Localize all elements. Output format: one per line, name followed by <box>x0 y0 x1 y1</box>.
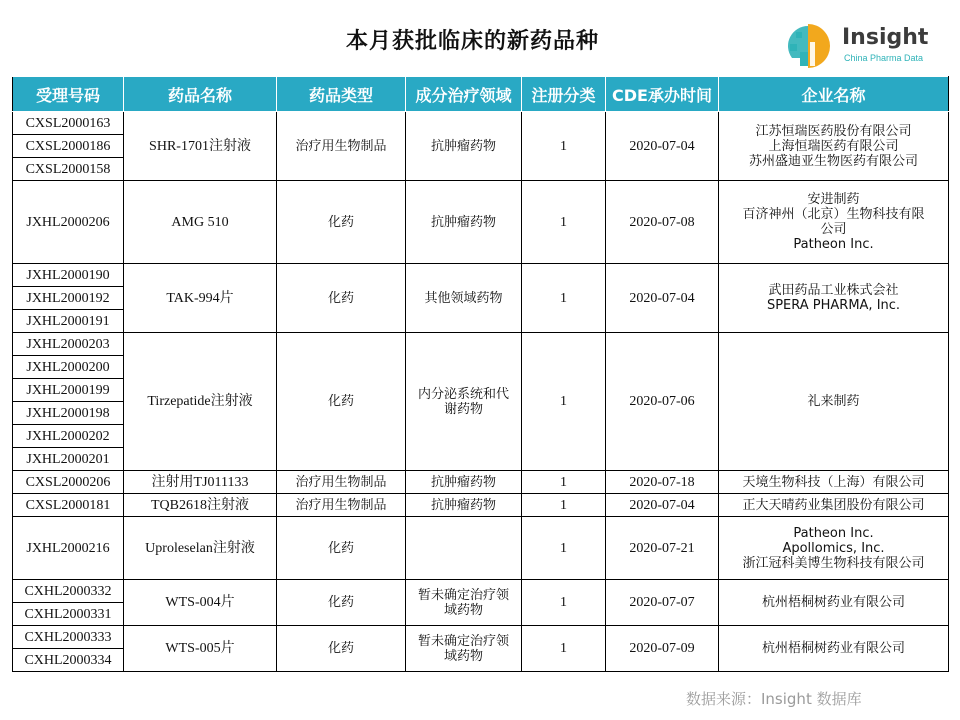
therapeutic-area-cell-line: 抗肿瘤药物 <box>430 474 496 490</box>
therapeutic-area-cell-line: 抗肿瘤药物 <box>430 497 496 513</box>
therapeutic-area-cell-line: 其他领域药物 <box>424 290 503 306</box>
company-cell <box>719 517 949 580</box>
table-row <box>13 580 949 603</box>
therapeutic-area-cell <box>406 580 522 626</box>
company-cell <box>719 264 949 333</box>
company-cell-line: Apollomics, Inc. <box>782 540 885 556</box>
logo-name: Insight <box>842 25 929 50</box>
company-cell <box>719 471 949 494</box>
table-row <box>13 494 949 517</box>
company-cell-line: 上海恒瑞医药有限公司 <box>768 138 899 154</box>
accept-number-cell: CXHL2000332 <box>13 580 124 603</box>
accept-number-cell: CXSL2000181 <box>13 494 124 517</box>
registration-class-cell: 1 <box>522 494 606 517</box>
therapeutic-area-cell-line: 暂未确定治疗领 <box>417 633 509 649</box>
drug-type-cell: 化药 <box>277 626 406 672</box>
accept-number-cell: CXHL2000331 <box>13 603 124 626</box>
therapeutic-area-cell <box>406 517 522 580</box>
cde-date-cell: 2020-07-18 <box>606 471 719 494</box>
therapeutic-area-cell-line: 内分泌系统和代 <box>417 386 509 402</box>
accept-number-cell: JXHL2000191 <box>13 310 124 333</box>
therapeutic-area-cell-line: 域药物 <box>443 602 483 618</box>
company-cell-line: 公司 <box>820 222 847 237</box>
therapeutic-area-cell <box>406 112 522 181</box>
cde-date-cell: 2020-07-07 <box>606 580 719 626</box>
drug-type-cell: 化药 <box>277 517 406 580</box>
accept-number-cell: JXHL2000198 <box>13 402 124 425</box>
company-cell-line: 礼来制药 <box>807 394 860 409</box>
table-row <box>13 626 949 649</box>
table-row <box>13 181 949 264</box>
registration-class-cell: 1 <box>522 333 606 471</box>
cde-date-cell: 2020-07-04 <box>606 112 719 181</box>
registration-class-cell: 1 <box>522 264 606 333</box>
drug-name-cell: 注射用TJ011133 <box>124 471 277 494</box>
company-cell-line: Patheon Inc. <box>793 525 874 541</box>
therapeutic-area-cell-line: 抗肿瘤药物 <box>430 214 496 230</box>
table-row <box>13 517 949 580</box>
therapeutic-area-cell-line: 域药物 <box>443 648 483 664</box>
accept-number-cell: JXHL2000200 <box>13 356 124 379</box>
column-header: 药品类型 <box>277 77 406 112</box>
drug-name-cell: Uproleselan注射液 <box>124 517 277 580</box>
cde-date-cell: 2020-07-09 <box>606 626 719 672</box>
cde-date-cell: 2020-07-08 <box>606 181 719 264</box>
accept-number-cell: JXHL2000206 <box>13 181 124 264</box>
accept-number-cell: JXHL2000202 <box>13 425 124 448</box>
company-cell <box>719 494 949 517</box>
drug-name-cell: Tirzepatide注射液 <box>124 333 277 471</box>
accept-number-cell: JXHL2000216 <box>13 517 124 580</box>
accept-number-cell: CXSL2000186 <box>13 135 124 158</box>
drug-type-cell: 治疗用生物制品 <box>277 471 406 494</box>
drug-name-cell: TQB2618注射液 <box>124 494 277 517</box>
accept-number-cell: JXHL2000199 <box>13 379 124 402</box>
company-cell-line: 杭州梧桐树药业有限公司 <box>761 641 905 656</box>
drug-type-cell: 治疗用生物制品 <box>277 112 406 181</box>
therapeutic-area-cell-line: 暂未确定治疗领 <box>417 587 509 603</box>
column-header: 成分治疗领域 <box>406 77 522 112</box>
company-cell-line: 武田药品工业株式会社 <box>768 283 899 298</box>
cde-date-cell: 2020-07-21 <box>606 517 719 580</box>
company-cell <box>719 333 949 471</box>
company-cell <box>719 181 949 264</box>
company-cell-line: 正大天晴药业集团股份有限公司 <box>742 497 925 513</box>
therapeutic-area-cell <box>406 264 522 333</box>
drug-name-cell: SHR-1701注射液 <box>124 112 277 181</box>
company-cell-line: 天境生物科技（上海）有限公司 <box>742 474 925 490</box>
drug-type-cell: 治疗用生物制品 <box>277 494 406 517</box>
insight-logo-icon <box>786 22 836 72</box>
accept-number-cell: CXSL2000163 <box>13 112 124 135</box>
registration-class-cell: 1 <box>522 471 606 494</box>
company-cell-line: 苏州盛迪亚生物医药有限公司 <box>748 153 918 169</box>
accept-number-cell: CXSL2000206 <box>13 471 124 494</box>
therapeutic-area-cell <box>406 626 522 672</box>
drug-type-cell: 化药 <box>277 333 406 471</box>
accept-number-cell: JXHL2000201 <box>13 448 124 471</box>
drug-type-cell: 化药 <box>277 264 406 333</box>
cde-date-cell: 2020-07-06 <box>606 333 719 471</box>
drug-name-cell: WTS-005片 <box>124 626 277 672</box>
accept-number-cell: JXHL2000190 <box>13 264 124 287</box>
registration-class-cell: 1 <box>522 580 606 626</box>
therapeutic-area-cell <box>406 333 522 471</box>
registration-class-cell: 1 <box>522 517 606 580</box>
drug-name-cell: TAK-994片 <box>124 264 277 333</box>
drug-table <box>12 76 949 672</box>
column-header: 注册分类 <box>522 77 606 112</box>
company-cell-line: SPERA PHARMA, Inc. <box>766 298 901 313</box>
company-cell-line: 安进制药 <box>807 192 860 207</box>
table-row <box>13 471 949 494</box>
company-cell-line: 江苏恒瑞医药股份有限公司 <box>755 123 912 139</box>
column-header: 受理号码 <box>13 77 124 112</box>
registration-class-cell: 1 <box>522 112 606 181</box>
table-row <box>13 264 949 287</box>
cde-date-cell: 2020-07-04 <box>606 264 719 333</box>
therapeutic-area-cell-line: 谢药物 <box>443 401 483 417</box>
column-header: 药品名称 <box>124 77 277 112</box>
cde-date-cell: 2020-07-04 <box>606 494 719 517</box>
accept-number-cell: JXHL2000203 <box>13 333 124 356</box>
table-row <box>13 112 949 135</box>
company-cell-line: Patheon Inc. <box>793 237 874 252</box>
registration-class-cell: 1 <box>522 626 606 672</box>
column-header: CDE承办时间 <box>606 77 719 112</box>
data-source-note: 数据来源：Insight 数据库 <box>686 690 862 708</box>
company-cell-line: 百济神州（北京）生物科技有限 <box>742 207 925 222</box>
company-cell <box>719 626 949 672</box>
accept-number-cell: CXHL2000334 <box>13 649 124 672</box>
registration-class-cell: 1 <box>522 181 606 264</box>
company-cell <box>719 112 949 181</box>
accept-number-cell: JXHL2000192 <box>13 287 124 310</box>
therapeutic-area-cell <box>406 471 522 494</box>
insight-logo <box>786 22 936 72</box>
accept-number-cell: CXSL2000158 <box>13 158 124 181</box>
table-body <box>13 112 949 672</box>
drug-type-cell: 化药 <box>277 181 406 264</box>
column-header: 企业名称 <box>719 77 949 112</box>
company-cell-line: 杭州梧桐树药业有限公司 <box>761 595 905 610</box>
table-header <box>13 77 949 112</box>
therapeutic-area-cell <box>406 181 522 264</box>
page-title: 本月获批临床的新药品种 <box>345 29 599 54</box>
company-cell <box>719 580 949 626</box>
drug-type-cell: 化药 <box>277 580 406 626</box>
table-row <box>13 333 949 356</box>
accept-number-cell: CXHL2000333 <box>13 626 124 649</box>
drug-name-cell: WTS-004片 <box>124 580 277 626</box>
logo-subtitle: China Pharma Data <box>844 53 924 63</box>
therapeutic-area-cell-line: 抗肿瘤药物 <box>430 138 496 154</box>
therapeutic-area-cell <box>406 494 522 517</box>
drug-name-cell: AMG 510 <box>124 181 277 264</box>
company-cell-line: 浙江冠科美博生物科技有限公司 <box>742 555 925 571</box>
